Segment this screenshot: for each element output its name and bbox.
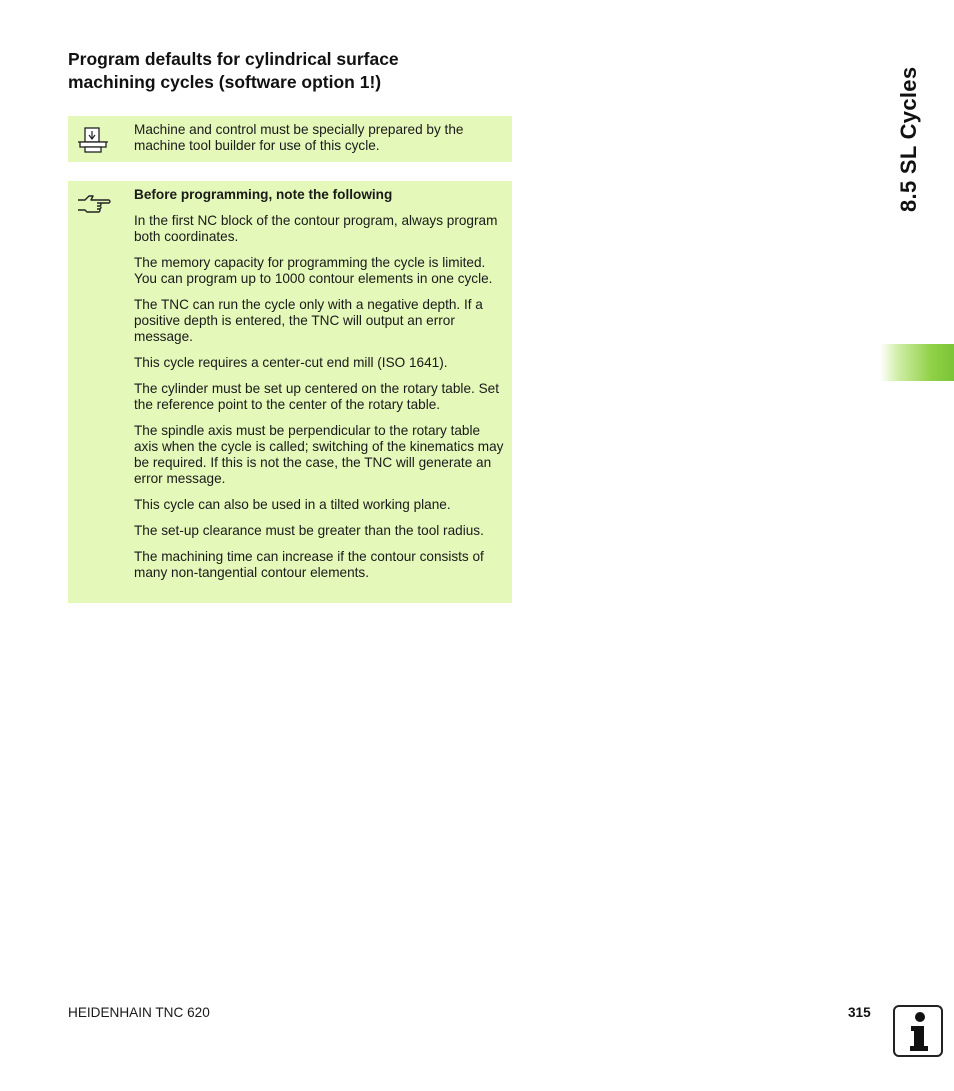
info-icon: [893, 1005, 943, 1057]
note-paragraph: The set-up clearance must be greater than the tool radius.: [134, 523, 484, 538]
note-paragraph: The memory capacity for programming the cycle is limited. You can program up to 1000 contour elements in one cycle.: [134, 255, 493, 286]
machine-note: [68, 116, 512, 162]
note-paragraph: The cylinder must be set up centered on the rotary table. Set the reference point to the center of the rotary table.: [134, 381, 499, 412]
note-paragraph: This cycle requires a center-cut end mill (ISO 1641).: [134, 355, 448, 370]
section-heading: [68, 48, 488, 94]
machine-note-text: Machine and control must be specially prepared by the machine tool builder for use of this cycle.: [134, 122, 464, 153]
footer-manual-name: HEIDENHAIN TNC 620: [68, 1005, 210, 1020]
chapter-side-title: 8.5 SL Cycles: [896, 66, 921, 212]
note-paragraph: The machining time can increase if the contour consists of many non-tangential contour elements.: [134, 549, 484, 580]
pointing-hand-icon: [76, 192, 112, 223]
programming-note: [68, 181, 512, 603]
chapter-tab: [880, 344, 954, 381]
section-heading-line-1: Program defaults for cylindrical surface: [68, 49, 399, 69]
note-paragraph: The spindle axis must be perpendicular to the rotary table axis when the cycle is called; switching of the kinematics may be required. If this is not the case, the TNC will generate an error message.: [134, 423, 504, 486]
note-paragraph: In the first NC block of the contour program, always program both coordinates.: [134, 213, 498, 244]
programming-note-title: Before programming, note the following: [134, 187, 393, 202]
programming-note-body: [134, 187, 504, 591]
note-paragraph: The TNC can run the cycle only with a negative depth. If a positive depth is entered, the TNC will output an error message.: [134, 297, 483, 344]
page-number: 315: [848, 1005, 871, 1020]
section-heading-line-2: machining cycles (software option 1!): [68, 72, 382, 92]
machine-tool-icon: [76, 126, 110, 159]
note-paragraph: This cycle can also be used in a tilted working plane.: [134, 497, 451, 512]
